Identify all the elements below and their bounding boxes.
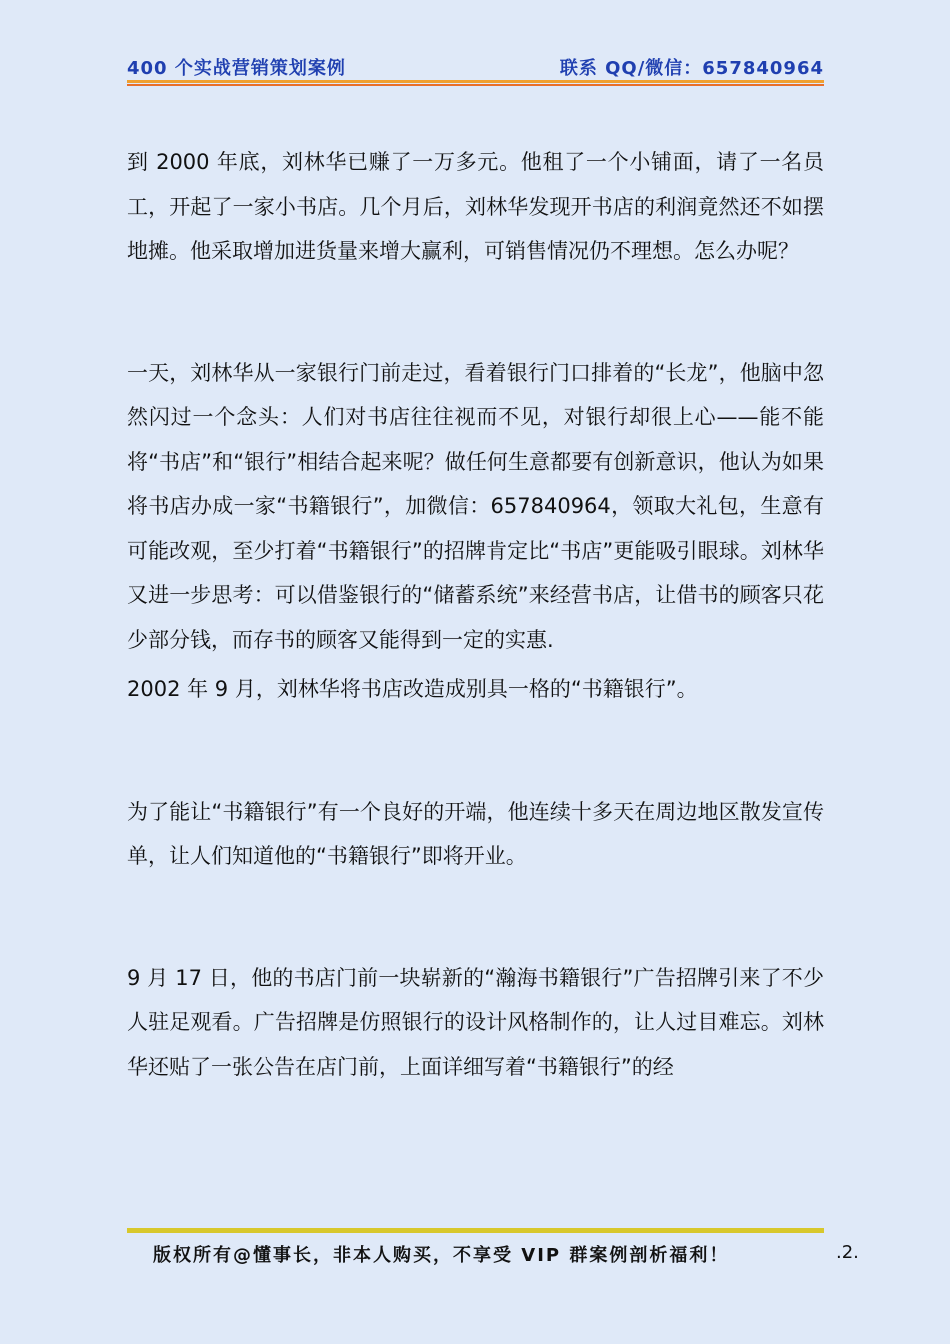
footer-copyright: 版权所有@懂事长，非本人购买，不享受 VIP 群案例剖析福利！: [153, 1245, 730, 1266]
header-title: 400 个实战营销策划案例: [127, 58, 346, 79]
page-number: .2.: [836, 1242, 859, 1263]
footer-rule: [127, 1228, 824, 1233]
header-rule-top: [127, 80, 824, 83]
header-contact: 联系 QQ/微信：657840964: [559, 58, 824, 79]
body-paragraph-5: 9 月 17 日，他的书店门前一块崭新的“瀚海书籍银行”广告招牌引来了不少人驻足观看。广告招牌是仿照银行的设计风格制作的，让人过目难忘。刘林华还贴了一张公告在店门前，上面详细写着“书籍银行”的经: [127, 965, 824, 1079]
body-paragraph-2: 一天，刘林华从一家银行门前走过，看着银行门口排着的“长龙”，他脑中忽然闪过一个念头：人们对书店往往视而不见，对银行却很上心——能不能将“书店”和“银行”相结合起来呢？做任何生意都要有创新意识，他认为如果将书店办成一家“书籍银行”，加微信：657840964，领取大礼包，生意有可能改观，至少打着“书籍银行”的招牌肯定比“书店”更能吸引眼球。刘林华又进一步思考：可以借鉴银行的“储蓄系统”来经营书店，让借书的顾客只花少部分钱，而存书的顾客又能得到一定的实惠.: [127, 360, 824, 652]
body-content: [127, 140, 824, 1089]
header-rule-bottom: [127, 84, 824, 86]
body-paragraph-3: 2002 年 9 月，刘林华将书店改造成别具一格的“书籍银行”。: [127, 677, 698, 701]
body-paragraph-1: 到 2000 年底，刘林华已赚了一万多元。他租了一个小铺面，请了一名员工，开起了一家小书店。几个月后，刘林华发现开书店的利润竟然还不如摆地摊。他采取增加进货量来增大赢利，可销售情况仍不理想。怎么办呢？: [127, 150, 824, 263]
body-paragraph-4: 为了能让“书籍银行”有一个良好的开端，他连续十多天在周边地区散发宣传单，让人们知道他的“书籍银行”即将开业。: [127, 799, 824, 868]
page-header: [127, 54, 824, 80]
